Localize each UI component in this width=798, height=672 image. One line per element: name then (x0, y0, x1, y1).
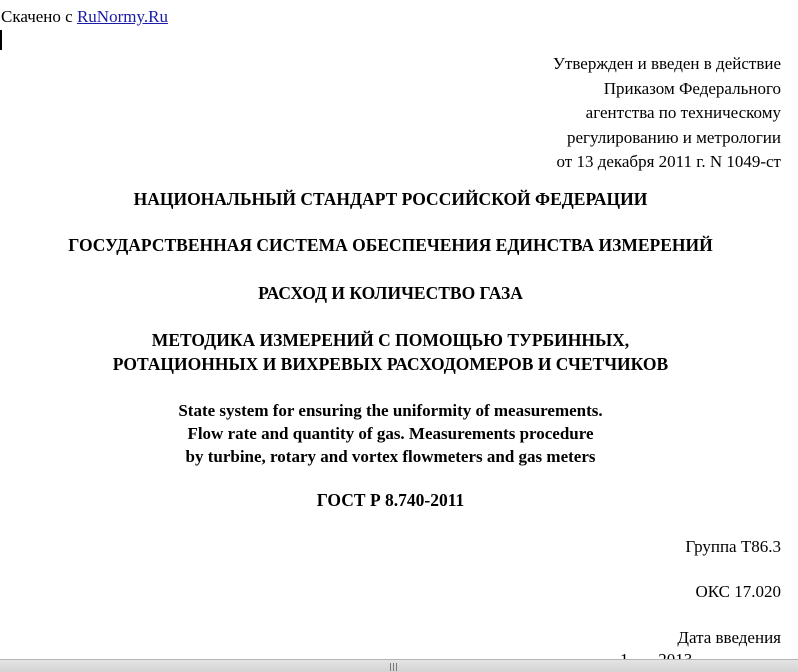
english-title (0, 399, 781, 468)
state-system-heading: ГОСУДАРСТВЕННАЯ СИСТЕМА ОБЕСПЕЧЕНИЯ ЕДИНСТВА ИЗМЕРЕНИЙ (68, 235, 713, 255)
english-title-line: by turbine, rotary and vortex flowmeters and gas meters (185, 447, 596, 466)
source-link[interactable]: RuNormy.Ru (76, 7, 168, 26)
english-title-line: State system for ensuring the uniformity of measurements. (178, 401, 603, 420)
english-title-line: Flow rate and quantity of gas. Measurements procedure (187, 424, 594, 443)
approval-line: Утвержден и введен в действие (552, 54, 781, 73)
download-note-prefix: Скачено с (1, 7, 77, 26)
gas-flow-heading: РАСХОД И КОЛИЧЕСТВО ГАЗА (258, 283, 523, 303)
method-heading-line: РОТАЦИОННЫХ И ВИХРЕВЫХ РАСХОДОМЕРОВ И СЧЕТЧИКОВ (112, 354, 669, 374)
horizontal-scrollbar[interactable] (0, 659, 798, 672)
approval-line: от 13 декабря 2011 г. N 1049-ст (556, 152, 781, 171)
date-label: Дата введения (677, 628, 781, 647)
method-heading (0, 328, 781, 376)
oks-code: ОКС 17.020 (695, 582, 781, 601)
scrollbar-grip-icon[interactable] (389, 663, 398, 671)
text-cursor (0, 30, 2, 50)
national-standard-heading: НАЦИОНАЛЬНЫЙ СТАНДАРТ РОССИЙСКОЙ ФЕДЕРАЦИИ (133, 189, 648, 209)
standard-number: ГОСТ Р 8.740-2011 (316, 490, 465, 510)
approval-line: Приказом Федерального (603, 78, 781, 98)
method-heading-line: МЕТОДИКА ИЗМЕРЕНИЙ С ПОМОЩЬЮ ТУРБИННЫХ, (151, 330, 630, 350)
group-code: Группа Т86.3 (685, 537, 781, 556)
download-note (1, 7, 168, 27)
approval-line: регулированию и метрологии (566, 127, 781, 147)
approval-line: агентства по техническому (585, 103, 781, 122)
approval-block (553, 52, 781, 175)
